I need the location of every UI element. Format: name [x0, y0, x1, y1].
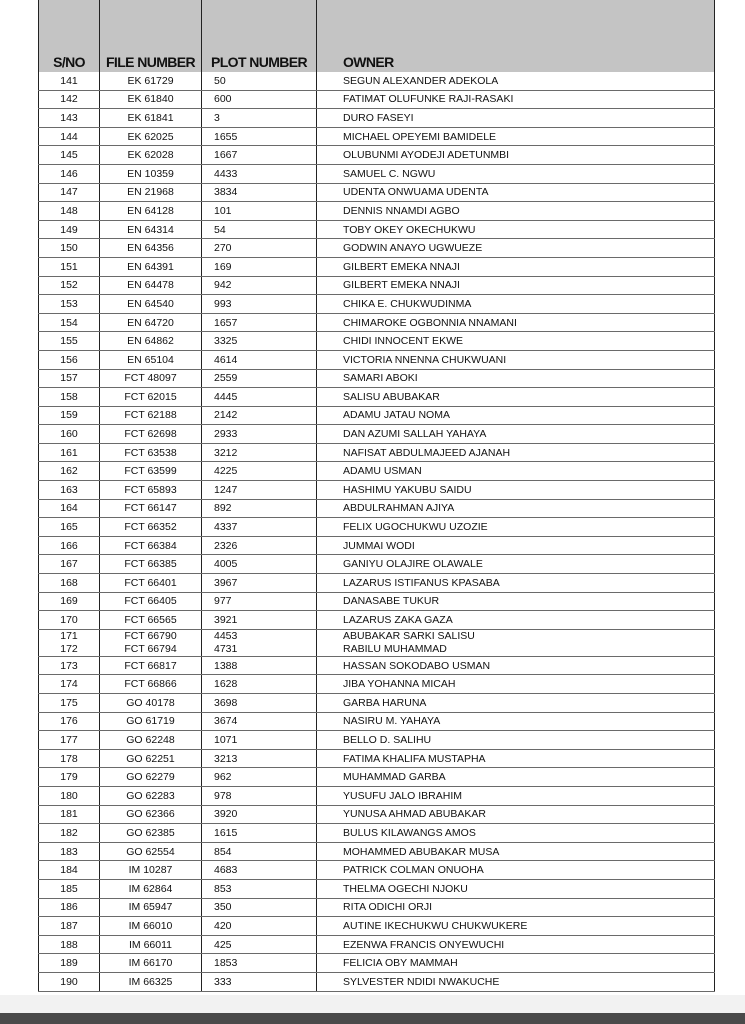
cell-file-number: EN 64128	[100, 202, 202, 221]
cell-plot-number: 101	[202, 202, 317, 221]
table-row	[39, 499, 715, 518]
cell-sno: 152	[39, 276, 100, 295]
cell-plot-number: 2559	[202, 369, 317, 388]
table-row	[39, 257, 715, 276]
table-row	[39, 805, 715, 824]
cell-sno: 141	[39, 72, 100, 90]
cell-owner: UDENTA ONWUAMA UDENTA	[317, 183, 715, 202]
cell-plot-number: 962	[202, 768, 317, 787]
cell-owner: AUTINE IKECHUKWU CHUKWUKERE	[317, 917, 715, 936]
cell-file-number: EN 10359	[100, 164, 202, 183]
cell-plot-number: 3921	[202, 611, 317, 630]
cell-owner: RITA ODICHI ORJI	[317, 898, 715, 917]
cell-sno-line: 172	[60, 642, 78, 655]
cell-file-number: FCT 66866	[100, 675, 202, 694]
cell-owner: NASIRU M. YAHAYA	[317, 712, 715, 731]
cell-file-number: GO 61719	[100, 712, 202, 731]
cell-plot-number: 169	[202, 257, 317, 276]
cell-file-number: EK 61840	[100, 90, 202, 109]
cell-file-number: EN 64478	[100, 276, 202, 295]
cell-plot-number-line: 4731	[214, 642, 238, 655]
table-row	[39, 824, 715, 843]
header-owner: OWNER	[317, 0, 715, 72]
cell-owner: CHIDI INNOCENT EKWE	[317, 332, 715, 351]
cell-sno: 157	[39, 369, 100, 388]
cell-plot-number: 978	[202, 786, 317, 805]
cell-file-number: EN 21968	[100, 183, 202, 202]
table-row	[39, 72, 715, 90]
cell-file-number-line: FCT 66794	[124, 642, 177, 655]
cell-plot-number: 1071	[202, 731, 317, 750]
cell-plot-number: 600	[202, 90, 317, 109]
cell-file-number: GO 62279	[100, 768, 202, 787]
table-row	[39, 972, 715, 991]
cell-sno: 162	[39, 462, 100, 481]
cell-sno: 183	[39, 842, 100, 861]
cell-file-number: IM 62864	[100, 879, 202, 898]
table-row	[39, 861, 715, 880]
cell-sno: 180	[39, 786, 100, 805]
cell-plot-number: 1655	[202, 127, 317, 146]
cell-sno: 174	[39, 675, 100, 694]
cell-owner: SYLVESTER NDIDI NWAKUCHE	[317, 972, 715, 991]
cell-plot-number: 3698	[202, 694, 317, 713]
cell-plot-number: 50	[202, 72, 317, 90]
table-row	[39, 656, 715, 675]
table-row	[39, 712, 715, 731]
cell-owner: GANIYU OLAJIRE OLAWALE	[317, 555, 715, 574]
cell-file-number: EN 65104	[100, 350, 202, 369]
cell-owner: FATIMAT OLUFUNKE RAJI-RASAKI	[317, 90, 715, 109]
table-row	[39, 731, 715, 750]
page-bottom-gap	[0, 995, 745, 1013]
cell-owner: ADAMU USMAN	[317, 462, 715, 481]
table-row	[39, 786, 715, 805]
cell-plot-number-line: 4453	[214, 630, 238, 643]
cell-owner: LAZARUS ZAKA GAZA	[317, 611, 715, 630]
table-row	[39, 127, 715, 146]
cell-file-number: GO 62366	[100, 805, 202, 824]
table-row	[39, 749, 715, 768]
cell-file-number: FCT 66565	[100, 611, 202, 630]
cell-plot-number: 993	[202, 295, 317, 314]
cell-sno: 158	[39, 388, 100, 407]
cell-file-number: FCT 66385	[100, 555, 202, 574]
cell-plot-number: 1628	[202, 675, 317, 694]
cell-sno: 181	[39, 805, 100, 824]
cell-file-number: FCT 66384	[100, 536, 202, 555]
cell-file-number: FCT 62015	[100, 388, 202, 407]
plot-allocation-table	[38, 0, 715, 992]
cell-file-number: FCT 66147	[100, 499, 202, 518]
cell-plot-number: 3967	[202, 574, 317, 593]
cell-plot-number: 4005	[202, 555, 317, 574]
cell-plot-number: 1615	[202, 824, 317, 843]
cell-owner: BELLO D. SALIHU	[317, 731, 715, 750]
cell-plot-number: 425	[202, 935, 317, 954]
table-row	[39, 954, 715, 973]
cell-owner: GILBERT EMEKA NNAJI	[317, 276, 715, 295]
cell-plot-number: 4683	[202, 861, 317, 880]
cell-owner: MICHAEL OPEYEMI BAMIDELE	[317, 127, 715, 146]
cell-sno: 160	[39, 425, 100, 444]
cell-owner: YUSUFU JALO IBRAHIM	[317, 786, 715, 805]
cell-owner: MUHAMMAD GARBA	[317, 768, 715, 787]
cell-owner: MOHAMMED ABUBAKAR MUSA	[317, 842, 715, 861]
cell-sno: 156	[39, 350, 100, 369]
cell-file-number: IM 66011	[100, 935, 202, 954]
cell-sno: 155	[39, 332, 100, 351]
cell-owner	[317, 629, 715, 656]
cell-file-number: EN 64391	[100, 257, 202, 276]
cell-owner: SALISU ABUBAKAR	[317, 388, 715, 407]
cell-file-number: EK 62025	[100, 127, 202, 146]
cell-owner: CHIMAROKE OGBONNIA NNAMANI	[317, 313, 715, 332]
cell-plot-number: 1667	[202, 146, 317, 165]
cell-file-number: FCT 66817	[100, 656, 202, 675]
cell-file-number: GO 62554	[100, 842, 202, 861]
table-row	[39, 183, 715, 202]
cell-plot-number: 3212	[202, 443, 317, 462]
table-row	[39, 611, 715, 630]
cell-sno: 175	[39, 694, 100, 713]
cell-plot-number: 420	[202, 917, 317, 936]
cell-sno: 186	[39, 898, 100, 917]
cell-sno: 153	[39, 295, 100, 314]
cell-sno: 173	[39, 656, 100, 675]
cell-owner: PATRICK COLMAN ONUOHA	[317, 861, 715, 880]
table-row	[39, 350, 715, 369]
table-row	[39, 369, 715, 388]
cell-owner: SAMARI ABOKI	[317, 369, 715, 388]
cell-file-number: IM 65947	[100, 898, 202, 917]
cell-owner-line: RABILU MUHAMMAD	[343, 642, 447, 655]
cell-owner: JIBA YOHANNA MICAH	[317, 675, 715, 694]
cell-sno: 161	[39, 443, 100, 462]
table-row	[39, 536, 715, 555]
cell-sno: 167	[39, 555, 100, 574]
cell-sno: 164	[39, 499, 100, 518]
table-row	[39, 768, 715, 787]
table-row	[39, 164, 715, 183]
cell-owner: GODWIN ANAYO UGWUEZE	[317, 239, 715, 258]
cell-file-number: FCT 66401	[100, 574, 202, 593]
table-row	[39, 574, 715, 593]
cell-file-number: EN 64862	[100, 332, 202, 351]
table-row	[39, 879, 715, 898]
cell-plot-number: 1853	[202, 954, 317, 973]
cell-file-number: FCT 65893	[100, 481, 202, 500]
table-row	[39, 202, 715, 221]
table-row	[39, 592, 715, 611]
table-row	[39, 332, 715, 351]
table-row	[39, 518, 715, 537]
cell-plot-number: 333	[202, 972, 317, 991]
cell-owner: FATIMA KHALIFA MUSTAPHA	[317, 749, 715, 768]
table-row	[39, 481, 715, 500]
cell-plot-number: 853	[202, 879, 317, 898]
table-body	[39, 72, 715, 991]
cell-owner: YUNUSA AHMAD ABUBAKAR	[317, 805, 715, 824]
cell-owner: FELICIA OBY MAMMAH	[317, 954, 715, 973]
table-row	[39, 295, 715, 314]
cell-file-number: GO 62385	[100, 824, 202, 843]
cell-file-number: EN 64540	[100, 295, 202, 314]
table-row	[39, 109, 715, 128]
cell-owner: VICTORIA NNENNA CHUKWUANI	[317, 350, 715, 369]
cell-plot-number: 1388	[202, 656, 317, 675]
cell-file-number: FCT 63599	[100, 462, 202, 481]
cell-sno: 179	[39, 768, 100, 787]
cell-sno: 147	[39, 183, 100, 202]
table-row	[39, 388, 715, 407]
cell-file-number: IM 10287	[100, 861, 202, 880]
cell-plot-number: 4337	[202, 518, 317, 537]
cell-sno: 184	[39, 861, 100, 880]
cell-file-number: IM 66325	[100, 972, 202, 991]
cell-sno: 187	[39, 917, 100, 936]
cell-sno	[39, 629, 100, 656]
table-row	[39, 462, 715, 481]
cell-file-number: FCT 62698	[100, 425, 202, 444]
cell-plot-number: 1657	[202, 313, 317, 332]
cell-owner: GILBERT EMEKA NNAJI	[317, 257, 715, 276]
cell-file-number-line: FCT 66790	[124, 630, 177, 643]
cell-sno: 146	[39, 164, 100, 183]
cell-sno: 190	[39, 972, 100, 991]
cell-file-number: GO 62283	[100, 786, 202, 805]
table-row	[39, 146, 715, 165]
cell-owner: HASSAN SOKODABO USMAN	[317, 656, 715, 675]
cell-file-number: FCT 62188	[100, 406, 202, 425]
table-row	[39, 313, 715, 332]
cell-owner: DANASABE TUKUR	[317, 592, 715, 611]
cell-sno: 151	[39, 257, 100, 276]
cell-plot-number: 4225	[202, 462, 317, 481]
cell-sno: 168	[39, 574, 100, 593]
cell-sno: 149	[39, 220, 100, 239]
cell-sno: 170	[39, 611, 100, 630]
table-row	[39, 675, 715, 694]
cell-plot-number: 2933	[202, 425, 317, 444]
cell-file-number: GO 40178	[100, 694, 202, 713]
table-row	[39, 239, 715, 258]
cell-owner: GARBA HARUNA	[317, 694, 715, 713]
cell-owner: JUMMAI WODI	[317, 536, 715, 555]
table-row	[39, 220, 715, 239]
header-row	[39, 0, 715, 72]
table-row	[39, 425, 715, 444]
cell-owner: CHIKA E. CHUKWUDINMA	[317, 295, 715, 314]
cell-plot-number: 977	[202, 592, 317, 611]
cell-owner: DURO FASEYI	[317, 109, 715, 128]
cell-owner: BULUS KILAWANGS AMOS	[317, 824, 715, 843]
cell-sno: 142	[39, 90, 100, 109]
header-sno: S/NO	[39, 0, 100, 72]
table-header	[39, 0, 715, 72]
cell-file-number: EK 62028	[100, 146, 202, 165]
cell-plot-number: 4614	[202, 350, 317, 369]
cell-sno-line: 171	[60, 630, 78, 643]
cell-owner: FELIX UGOCHUKWU UZOZIE	[317, 518, 715, 537]
cell-owner: ADAMU JATAU NOMA	[317, 406, 715, 425]
cell-owner: TOBY OKEY OKECHUKWU	[317, 220, 715, 239]
cell-sno: 178	[39, 749, 100, 768]
cell-plot-number: 3213	[202, 749, 317, 768]
cell-file-number: FCT 66405	[100, 592, 202, 611]
cell-owner: SAMUEL C. NGWU	[317, 164, 715, 183]
cell-sno: 145	[39, 146, 100, 165]
cell-sno: 169	[39, 592, 100, 611]
cell-owner-line: ABUBAKAR SARKI SALISU	[343, 630, 475, 643]
cell-owner: EZENWA FRANCIS ONYEWUCHI	[317, 935, 715, 954]
cell-owner: ABDULRAHMAN AJIYA	[317, 499, 715, 518]
cell-owner: DENNIS NNAMDI AGBO	[317, 202, 715, 221]
table-row	[39, 694, 715, 713]
cell-owner: LAZARUS ISTIFANUS KPASABA	[317, 574, 715, 593]
cell-plot-number: 270	[202, 239, 317, 258]
table-row	[39, 898, 715, 917]
table-row	[39, 406, 715, 425]
cell-file-number: EN 64356	[100, 239, 202, 258]
cell-plot-number: 3325	[202, 332, 317, 351]
cell-sno: 165	[39, 518, 100, 537]
cell-sno: 176	[39, 712, 100, 731]
table-row	[39, 842, 715, 861]
cell-file-number: EN 64720	[100, 313, 202, 332]
cell-sno: 148	[39, 202, 100, 221]
cell-file-number: FCT 48097	[100, 369, 202, 388]
cell-sno: 144	[39, 127, 100, 146]
cell-owner: HASHIMU YAKUBU SAIDU	[317, 481, 715, 500]
cell-plot-number: 4433	[202, 164, 317, 183]
cell-owner: SEGUN ALEXANDER ADEKOLA	[317, 72, 715, 90]
cell-plot-number: 3674	[202, 712, 317, 731]
cell-plot-number: 4445	[202, 388, 317, 407]
header-file-number: FILE NUMBER	[100, 0, 202, 72]
cell-plot-number: 3	[202, 109, 317, 128]
table-row	[39, 629, 715, 656]
cell-owner: OLUBUNMI AYODEJI ADETUNMBI	[317, 146, 715, 165]
cell-owner: THELMA OGECHI NJOKU	[317, 879, 715, 898]
cell-plot-number: 2142	[202, 406, 317, 425]
cell-file-number: EK 61729	[100, 72, 202, 90]
cell-sno: 188	[39, 935, 100, 954]
cell-sno: 189	[39, 954, 100, 973]
cell-plot-number: 854	[202, 842, 317, 861]
header-plot-number: PLOT NUMBER	[202, 0, 317, 72]
table-row	[39, 443, 715, 462]
cell-sno: 182	[39, 824, 100, 843]
cell-file-number: IM 66170	[100, 954, 202, 973]
cell-file-number: GO 62251	[100, 749, 202, 768]
cell-plot-number: 942	[202, 276, 317, 295]
cell-plot-number	[202, 629, 317, 656]
cell-sno: 166	[39, 536, 100, 555]
cell-sno: 143	[39, 109, 100, 128]
cell-plot-number: 892	[202, 499, 317, 518]
cell-file-number: FCT 63538	[100, 443, 202, 462]
cell-file-number: FCT 66352	[100, 518, 202, 537]
cell-sno: 150	[39, 239, 100, 258]
cell-sno: 163	[39, 481, 100, 500]
table-row	[39, 917, 715, 936]
cell-plot-number: 3920	[202, 805, 317, 824]
cell-plot-number: 350	[202, 898, 317, 917]
cell-plot-number: 54	[202, 220, 317, 239]
cell-sno: 177	[39, 731, 100, 750]
cell-sno: 185	[39, 879, 100, 898]
table-row	[39, 555, 715, 574]
table-row	[39, 276, 715, 295]
cell-owner: DAN AZUMI SALLAH YAHAYA	[317, 425, 715, 444]
cell-file-number: EK 61841	[100, 109, 202, 128]
plot-allocation-table-wrapper	[38, 0, 714, 992]
cell-file-number: IM 66010	[100, 917, 202, 936]
table-row	[39, 935, 715, 954]
cell-sno: 159	[39, 406, 100, 425]
viewer-bottom-bar	[0, 1013, 745, 1024]
cell-file-number: EN 64314	[100, 220, 202, 239]
table-row	[39, 90, 715, 109]
cell-plot-number: 3834	[202, 183, 317, 202]
cell-sno: 154	[39, 313, 100, 332]
cell-file-number	[100, 629, 202, 656]
cell-file-number: GO 62248	[100, 731, 202, 750]
cell-owner: NAFISAT ABDULMAJEED AJANAH	[317, 443, 715, 462]
cell-plot-number: 2326	[202, 536, 317, 555]
cell-plot-number: 1247	[202, 481, 317, 500]
